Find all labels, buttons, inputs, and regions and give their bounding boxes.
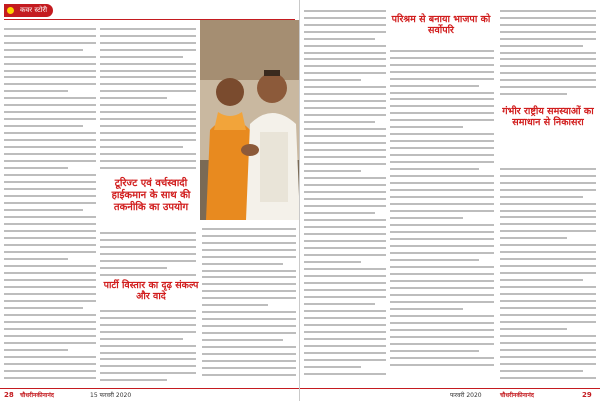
right-page <box>300 0 600 401</box>
page-number-right: 29 <box>582 391 592 399</box>
right-headline-2: गंभीर राष्ट्रीय समस्याओं का समाधान से निकासरा <box>502 106 594 128</box>
article-column-5 <box>390 46 494 384</box>
magazine-name: चौधरीनकीनानंद <box>20 392 54 399</box>
article-column-6-top <box>500 6 596 102</box>
right-headline-1: परिश्रम से बनाया भाजपा को सर्वोपरि <box>391 14 491 36</box>
article-column-3 <box>202 224 296 384</box>
left-footer <box>0 388 300 401</box>
left-subheading: पार्टी विस्तार का दृढ़ संकल्प और वादे <box>103 280 199 302</box>
issue-date: 15 फरवरी 2020 <box>90 392 132 399</box>
issue-date-right: फरवरी 2020 <box>450 392 482 399</box>
right-footer <box>300 388 600 401</box>
article-column-2-mid <box>100 228 196 276</box>
section-tag <box>4 4 53 17</box>
cover-photo <box>200 20 300 220</box>
page-number: 28 <box>4 391 14 399</box>
tag-dot-icon <box>7 7 14 14</box>
article-column-1 <box>4 24 96 384</box>
article-column-6-bottom <box>500 164 596 384</box>
article-column-4 <box>304 6 386 384</box>
article-column-2-bottom <box>100 306 196 384</box>
magazine-name-right: चौधरीनकीनानंद <box>500 392 534 399</box>
left-headline: टूरिज्ट एवं वर्चस्वादी हाईकमान के साथ की तकनीकि का उपयोग <box>111 178 191 213</box>
photo-two-leaders-icon <box>200 20 300 220</box>
article-column-2-top <box>100 24 196 174</box>
section-tag-label: कवर स्टोरी <box>20 6 48 14</box>
